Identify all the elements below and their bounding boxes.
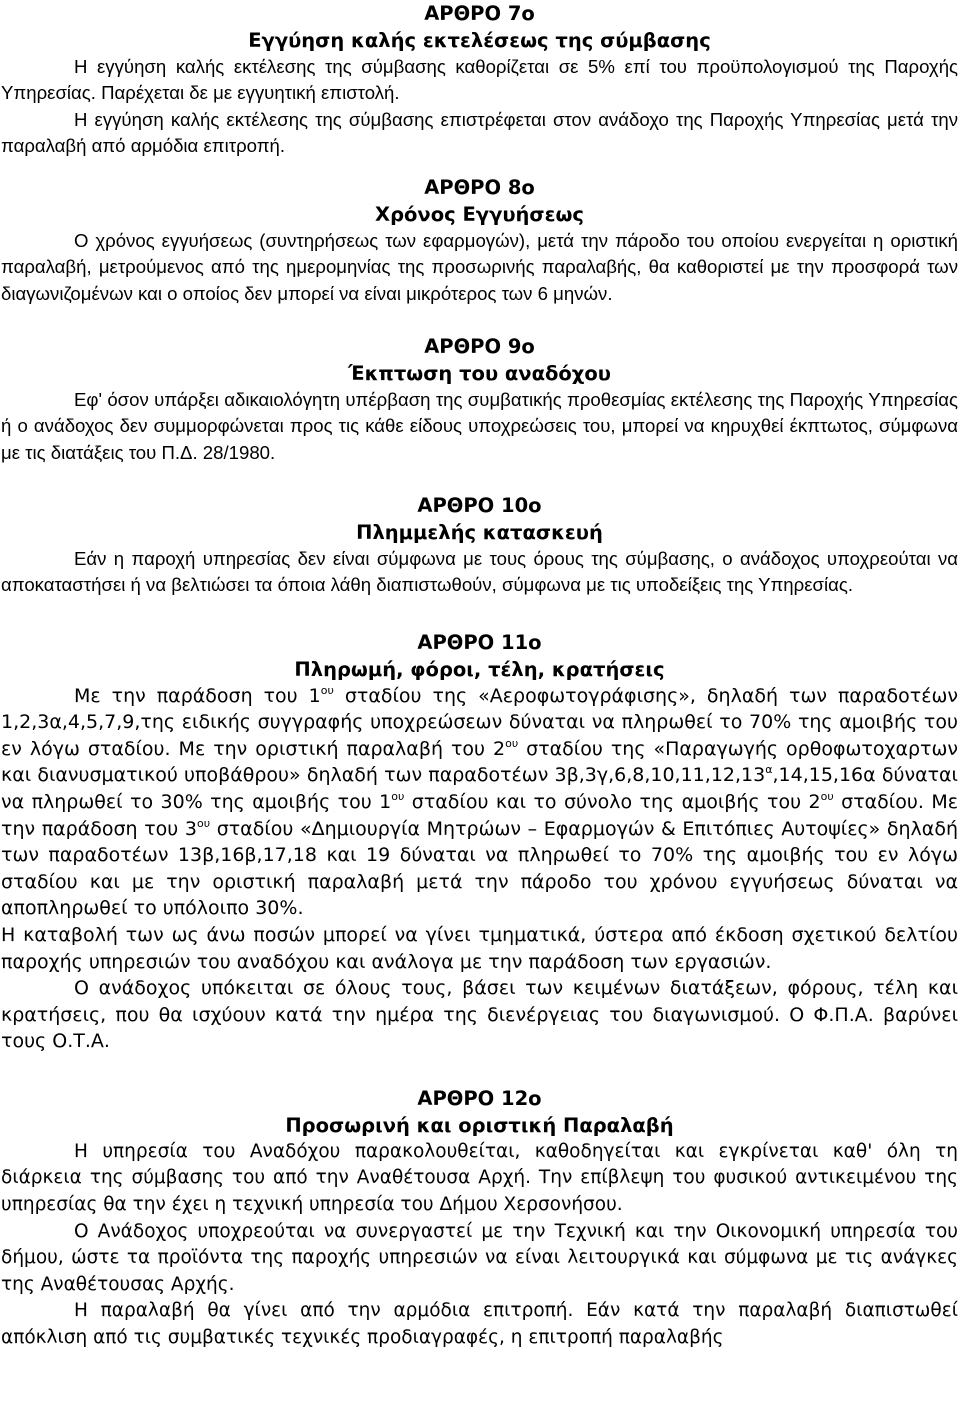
payment-paragraph bbox=[1, 683, 958, 922]
article-10 bbox=[1, 492, 958, 599]
article-paragraph: Ο ανάδοχος υπόκειται σε όλους τους, βάσει των κειμένων διατάξεων, φόρους, τέλη και κρατήσεις, που θα ισχύουν κατά την ημέρα της διενέργειας του διαγωνισμού. Ο Φ.Π.Α. βαρύνει τους Ο.Τ.Α. bbox=[1, 977, 958, 1053]
article-title: Εγγύηση καλής εκτελέσεως της σύμβασης bbox=[248, 29, 711, 52]
article-paragraph: Η υπηρεσία του Αναδόχου παρακολουθείται, καθοδηγείται και εγκρίνεται καθ' όλη τη διάρκεια της σύμβασης του από την Αναθέτουσα Αρχή. Την επίβλεψη του φυσικού αντικειμένου της υπηρεσίας θα την έχει η τεχνική υπηρεσία του Δήμου Χερσονήσου. bbox=[1, 1140, 958, 1216]
article-paragraph: Η εγγύηση καλής εκτέλεσης της σύμβασης καθορίζεται σε 5% επί του προϋπολογισμού της Παροχής Υπηρεσίας. Παρέχεται δε με εγγυητική επιστολή. bbox=[1, 56, 958, 104]
article-paragraph: Η καταβολή των ως άνω ποσών μπορεί να γίνει τμηματικά, ύστερα από έκδοση σχετικού δελτίου παροχής υπηρεσιών του αναδόχου και ανάλογα με την παράδοση των εργασιών. bbox=[1, 923, 958, 973]
text-run: σταδίου και το σύνολο της αμοιβής του 2 bbox=[404, 790, 821, 813]
article-paragraph: Η παραλαβή θα γίνει από την αρμόδια επιτροπή. Εάν κατά την παραλαβή διαπιστωθεί απόκλιση από τις συμβατικές τεχνικές προδιαγραφές, η επιτροπή παραλαβής bbox=[1, 1300, 958, 1349]
text-run: σταδίου της «Αεροφωτογράφισης», δηλαδή των παραδοτέων 1,2,3α,4,5,7,9,της ειδικής συγγραφής υποχρεώσεων δύναται να πληρωθεί το 70% της αμοιβής του εν λόγω σταδίου. Με την οριστική παραλαβή του 2 bbox=[1, 684, 958, 760]
article-number: ΑΡΘΡΟ 10ο bbox=[417, 493, 542, 517]
superscript: ου bbox=[320, 683, 334, 697]
text-run: ,14,15,16α δύναται να πληρωθεί το 30% της αμοιβής του 1 bbox=[1, 764, 958, 813]
article-title: Πλημμελής κατασκευή bbox=[356, 520, 603, 544]
article-number: ΑΡΘΡΟ 9ο bbox=[424, 335, 535, 359]
article-7 bbox=[1, 0, 958, 159]
article-title: Πληρωμή, φόροι, τέλη, κρατήσεις bbox=[294, 657, 665, 681]
article-paragraph: Η εγγύηση καλής εκτέλεσης της σύμβασης επιστρέφεται στον ανάδοχο της Παροχής Υπηρεσίας μετά την παραλαβή από αρμόδια επιτροπή. bbox=[1, 108, 958, 156]
article-title: Έκπτωση του αναδόχου bbox=[348, 362, 611, 386]
superscript: ου bbox=[196, 816, 211, 830]
article-title: Χρόνος Εγγυήσεως bbox=[375, 203, 584, 227]
text-run: σταδίου. Με την παράδοση του 3 bbox=[1, 790, 958, 840]
text-run: Με την παράδοση του 1 bbox=[74, 684, 321, 707]
text-run: σταδίου «Δημιουργία Μητρώων – Εφαρμογών & Επιτόπιες Αυτοψίες» δηλαδή των παραδοτέων 13β,16β,17,18 και 19 δύναται να πληρωθεί το 70% της αμοιβής του εν λόγω σταδίου και με την οριστική παραλαβή μετά την πάροδο του χρόνου εγγυήσεως δύναται να αποπληρωθεί το υπόλοιπο 30%. bbox=[1, 817, 958, 920]
article-8 bbox=[1, 174, 958, 307]
superscript: α bbox=[765, 763, 773, 777]
article-number: ΑΡΘΡΟ 12ο bbox=[417, 1086, 542, 1110]
superscript: ου bbox=[391, 789, 405, 803]
superscript: ου bbox=[820, 789, 834, 803]
article-number: ΑΡΘΡΟ 8ο bbox=[424, 176, 535, 200]
article-paragraph: Εάν η παροχή υπηρεσίας δεν είναι σύμφωνα με τους όρους της σύμβασης, ο ανάδοχος υποχρεούται να αποκαταστήσει ή να βελτιώσει τα όποια λάθη διαπιστωθούν, σύμφωνα με τις υποδείξεις της Υπηρεσίας. bbox=[1, 547, 958, 596]
article-paragraph: Εφ' όσον υπάρξει αδικαιολόγητη υπέρβαση της συμβατικής προθεσμίας εκτέλεσης της Παροχής Υπηρεσίας ή ο ανάδοχος δεν συμμορφώνεται προς τις κάθε είδους υποχρεώσεις του, μπορεί να κηρυχθεί έκπτωτος, σύμφωνα με τις διατάξεις του Π.Δ. 28/1980. bbox=[1, 389, 958, 463]
article-paragraph: Ο Ανάδοχος υποχρεούται να συνεργαστεί με την Τεχνική και την Οικονομική υπηρεσία του δήμου, ώστε τα προϊόντα της παροχής υπηρεσιών να είναι λειτουργικά και σύμφωνα με τις ανάγκες της Αναθέτουσας Αρχής. bbox=[1, 1220, 958, 1295]
text-run: σταδίου της «Παραγωγής ορθοφωτοχαρτων και διανυσματικού υποβάθρου» δηλαδή των παραδοτέων 3β,3γ,6,8,10,11,12,13 bbox=[1, 737, 958, 787]
article-title: Προσωρινή και οριστική Παραλαβή bbox=[285, 1113, 674, 1137]
article-number: ΑΡΘΡΟ 11ο bbox=[417, 630, 542, 654]
article-number: ΑΡΘΡΟ 7ο bbox=[424, 2, 535, 25]
article-9 bbox=[1, 333, 958, 466]
superscript: ου bbox=[505, 736, 519, 750]
article-paragraph: Ο χρόνος εγγυήσεως (συντηρήσεως των εφαρμογών), μετά την πάροδο του οποίου ενεργείται η οριστική παραλαβή, μετρούμενος από της ημερομηνίας της προσωρινής παραλαβής, θα καθοριστεί με την προσφορά των διαγωνιζομένων και ο οποίος δεν μπορεί να είναι μικρότερος των 6 μηνών. bbox=[1, 230, 958, 304]
article-11 bbox=[1, 629, 958, 1055]
article-12 bbox=[1, 1085, 958, 1352]
